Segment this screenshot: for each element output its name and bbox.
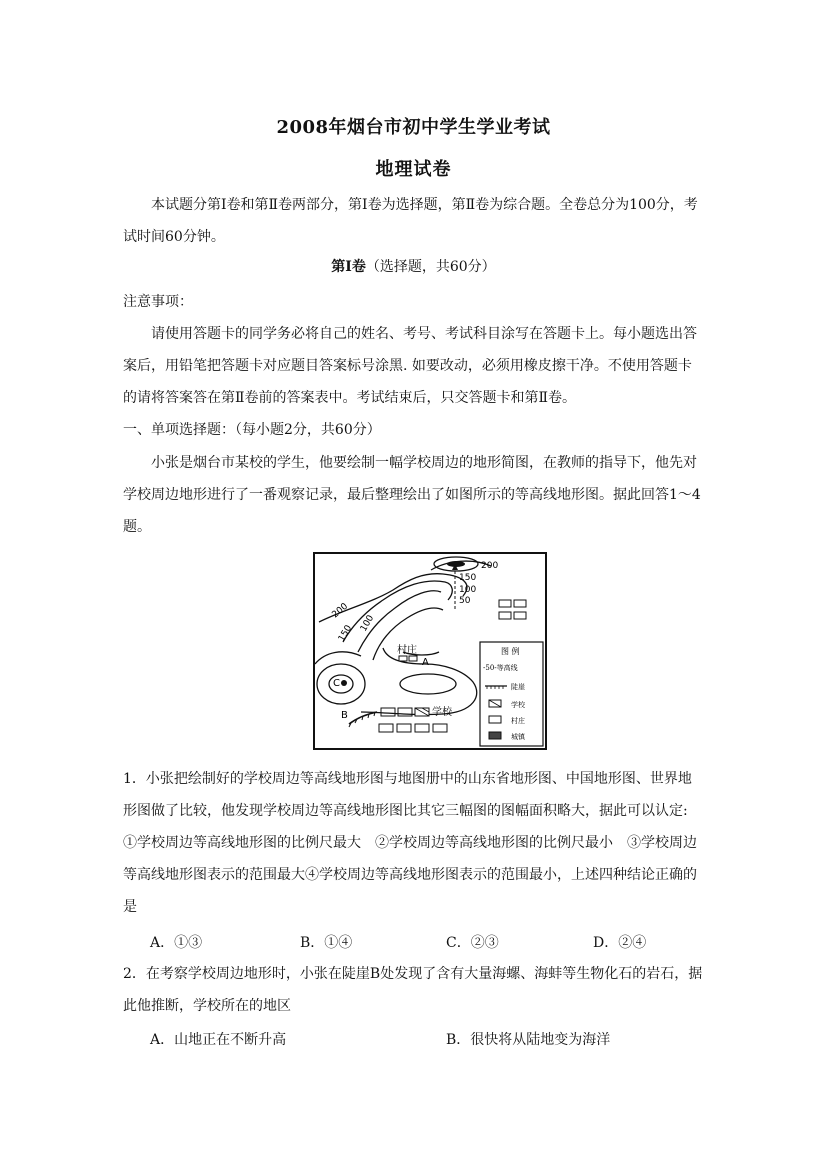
contour-label-150: 150 <box>459 573 477 583</box>
legend-title: 图 例 <box>501 647 520 656</box>
legend-item-village: 村庄 <box>511 717 525 725</box>
legend-town-icon <box>489 732 501 739</box>
contour-label-200: 200 <box>481 561 499 571</box>
village-label: 村庄 <box>397 645 417 656</box>
intro-paragraph: 本试题分第Ⅰ卷和第Ⅱ卷两部分，第Ⅰ卷为选择题，第Ⅱ卷为综合题。全卷总分为100分，考试时间60分钟。 <box>123 197 698 245</box>
scenario-paragraph: 小张是烟台市某校的学生，他要绘制一幅学校周边的地形简图，在教师的指导下，他先对学校周边地形进行了一番观察记录，最后整理绘出了如图所示的等高线地形图。据此回答1～4题。 <box>123 455 701 535</box>
q1-option-c[interactable]: C．②③ <box>446 935 499 951</box>
contour-map-svg <box>313 552 547 750</box>
contour-map <box>313 552 547 750</box>
notice-paragraph: 请使用答题卡的同学务必将自己的姓名、考号、考试科目涂写在答题卡上。每小题选出答案后，用铅笔把答题卡对应题目答案标号涂黑. 如要改动，必须用橡皮擦干净。不使用答题卡的请将答案答在第Ⅱ卷前的答案表中。考试结束后，只交答题卡和第Ⅱ卷。 <box>123 326 697 406</box>
school-label: 学校 <box>432 707 452 718</box>
contour-label-100: 100 <box>459 585 477 595</box>
q1-option-b[interactable]: B．①④ <box>300 935 353 951</box>
q2-option-a[interactable]: A．山地正在不断升高 <box>150 1032 287 1048</box>
part-desc: （选择题，共60分） <box>365 259 496 275</box>
legend-item-school: 学校 <box>511 701 525 709</box>
question-2-stem: 2．在考察学校周边地形时，小张在陡崖B处发现了含有大量海螺、海蚌等生物化石的岩石，据此他推断，学校所在的地区 <box>123 966 703 1014</box>
legend-item-cliff: 陡崖 <box>511 683 525 691</box>
q1-option-d[interactable]: D．②④ <box>593 935 647 951</box>
part-heading <box>0 256 827 276</box>
peak-c-dot <box>341 680 347 686</box>
contour-label-50: 50 <box>459 596 471 606</box>
q1-option-a[interactable]: A．①③ <box>150 935 203 951</box>
legend-item-town: 城镇 <box>511 733 525 741</box>
exam-subtitle: 地理试卷 <box>375 159 452 180</box>
legend-box <box>480 642 543 746</box>
point-b-label: B <box>341 710 348 721</box>
legend-item-contour: -50-等高线 <box>483 664 518 672</box>
contour-label-200-left: 200 <box>330 601 351 621</box>
contour-label-100-left: 100 <box>358 613 377 634</box>
question-1-stem: 1．小张把绘制好的学校周边等高线地形图与地图册中的山东省地形图、中国地形图、世界地形图做了比较，他发现学校周边等高线地形图比其它三幅图的图幅面积略大，据此可以认定: ①学校周边等高线地形图的比例尺最大 ②学校周边等高线地形图的比例尺最小 ③学校周边等高线地形图表示的范围最大④学校周边等高线地形图表示的范围最小，上述四种结论正确的是 <box>123 771 697 915</box>
notice-label: 注意事项： <box>123 294 193 310</box>
point-c-label: C <box>333 678 340 689</box>
section-heading: 一、单项选择题：（每小题2分，共60分） <box>123 422 381 438</box>
q2-option-b[interactable]: B．很快将从陆地变为海洋 <box>446 1032 611 1048</box>
exam-title: 2008年烟台市初中学生学业考试 <box>276 117 551 138</box>
contour-label-150-left: 150 <box>336 623 355 644</box>
point-a-label: A <box>422 657 429 668</box>
part-name: 第Ⅰ卷 <box>331 259 366 275</box>
